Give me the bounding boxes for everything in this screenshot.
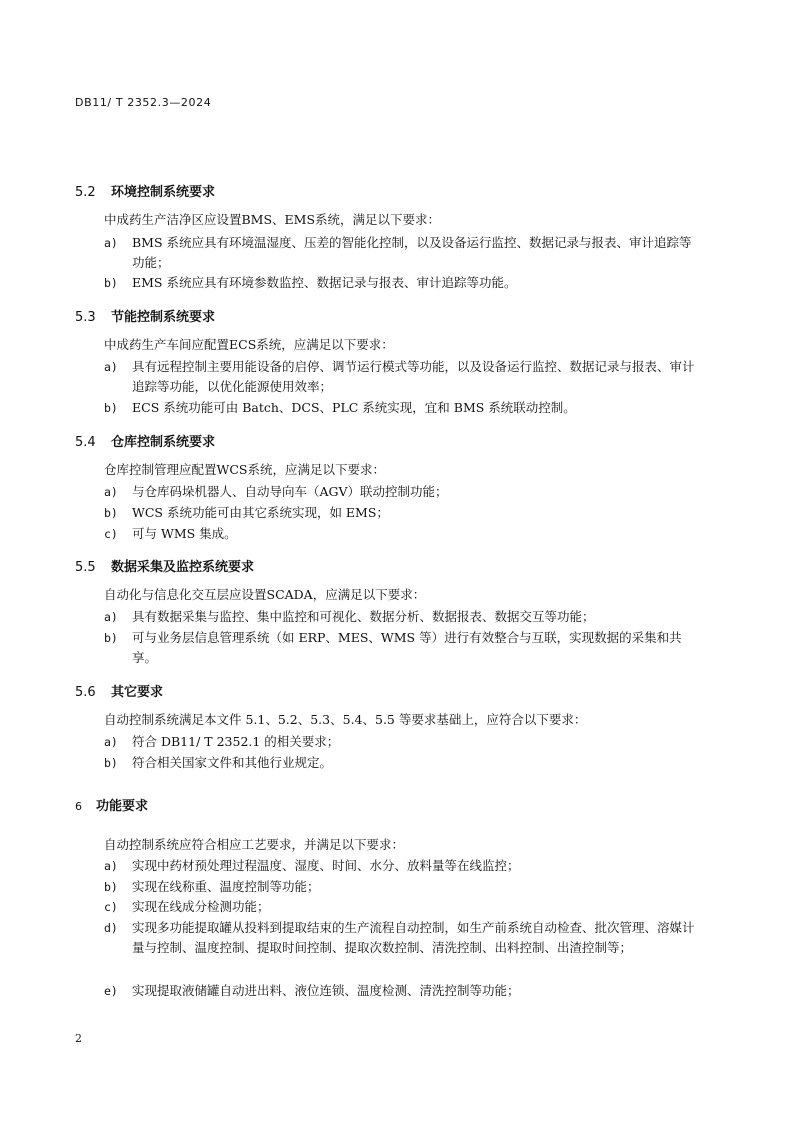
section-title: 仓库控制系统要求 <box>111 435 216 450</box>
section-number: 5.2 <box>75 185 96 200</box>
section-5-2-intro: 中成药生产洁净区应设置BMS、EMS系统，满足以下要求： <box>104 212 441 227</box>
list-item <box>104 524 704 544</box>
page-number: 2 <box>75 1032 82 1045</box>
item-label: d) <box>104 921 118 935</box>
list-item <box>104 233 704 273</box>
section-title: 功能要求 <box>96 799 149 814</box>
section-5-6-heading <box>75 681 163 700</box>
section-5-5-heading <box>75 556 254 575</box>
item-label: a) <box>104 735 118 749</box>
section-title: 其它要求 <box>111 685 164 700</box>
section-5-4-heading <box>75 431 215 450</box>
section-number: 5.5 <box>75 560 96 575</box>
item-label: b) <box>104 631 118 645</box>
list-item <box>104 482 704 502</box>
item-label: a) <box>104 236 118 250</box>
list-item <box>104 753 704 773</box>
section-title: 数据采集及监控系统要求 <box>111 560 255 575</box>
item-label: b) <box>104 880 118 894</box>
item-text: 具有数据采集与监控、集中监控和可视化、数据分析、数据报表、数据交互等功能； <box>132 609 595 624</box>
item-text: ECS 系统功能可由 Batch、DCS、PLC 系统实现，宜和 BMS 系统联动控制。 <box>132 400 576 415</box>
list-item <box>104 918 704 958</box>
section-5-3-heading <box>75 306 215 325</box>
item-label: b) <box>104 276 118 290</box>
item-label: a) <box>104 485 118 499</box>
section-number: 5.3 <box>75 310 96 325</box>
item-label: a) <box>104 610 118 624</box>
list-item <box>104 628 704 668</box>
section-5-6-intro: 自动控制系统满足本文件 5.1、5.2、5.3、5.4、5.5 等要求基础上，应符合以下要求： <box>104 712 587 727</box>
item-text: 符合相关国家文件和其他行业规定。 <box>132 755 333 770</box>
list-item <box>104 897 704 917</box>
item-label: a) <box>104 859 118 873</box>
item-label: c) <box>104 900 118 914</box>
section-6-heading <box>75 795 148 814</box>
item-text: 与仓库码垛机器人、自动导向车（AGV）联动控制功能； <box>132 484 448 499</box>
item-label: c) <box>104 527 118 541</box>
section-5-3-intro: 中成药生产车间应配置ECS系统，应满足以下要求： <box>104 337 394 352</box>
item-label: b) <box>104 401 118 415</box>
section-number: 5.6 <box>75 685 96 700</box>
section-5-4-intro: 仓库控制管理应配置WCS系统，应满足以下要求： <box>104 462 385 477</box>
item-text: 实现中药材预处理过程温度、湿度、时间、水分、放料量等在线监控； <box>132 858 520 873</box>
item-label: b) <box>104 756 118 770</box>
section-title: 环境控制系统要求 <box>111 185 216 200</box>
item-text: 可与业务层信息管理系统（如 ERP、MES、WMS 等）进行有效整合与互联，实现数据的采集和共享。 <box>132 630 682 665</box>
item-text: 可与 WMS 集成。 <box>132 526 237 541</box>
list-item <box>104 877 704 897</box>
list-item <box>104 357 704 397</box>
item-text: 实现提取液储罐自动进出料、液位连锁、温度检测、清洗控制等功能； <box>132 983 520 998</box>
section-number: 6 <box>75 800 82 813</box>
list-item <box>104 732 704 752</box>
section-number: 5.4 <box>75 435 96 450</box>
section-5-5-intro: 自动化与信息化交互层应设置SCADA，应满足以下要求： <box>104 587 426 602</box>
item-label: e) <box>104 984 118 998</box>
item-text: 符合 DB11/ T 2352.1 的相关要求； <box>132 734 340 749</box>
list-item <box>104 503 704 523</box>
item-label: b) <box>104 506 118 520</box>
document-code-header: DB11/ T 2352.3—2024 <box>75 96 212 109</box>
list-item <box>104 607 704 627</box>
list-item <box>104 398 704 418</box>
item-text: WCS 系统功能可由其它系统实现，如 EMS； <box>132 505 389 520</box>
item-text: 具有远程控制主要用能设备的启停、调节运行模式等功能，以及设备运行监控、数据记录与报表、审计追踪等功能，以优化能源使用效率； <box>132 359 695 394</box>
item-text: BMS 系统应具有环境温湿度、压差的智能化控制，以及设备运行监控、数据记录与报表、审计追踪等功能； <box>132 235 692 270</box>
item-text: EMS 系统应具有环境参数监控、数据记录与报表、审计追踪等功能。 <box>132 275 517 290</box>
item-text: 实现多功能提取罐从投料到提取结束的生产流程自动控制，如生产前系统自动检查、批次管理、溶媒计量与控制、温度控制、提取时间控制、提取次数控制、清洗控制、出料控制、出渣控制等； <box>132 920 695 955</box>
section-title: 节能控制系统要求 <box>111 310 216 325</box>
list-item <box>104 273 704 293</box>
list-item <box>104 981 704 1001</box>
item-label: a) <box>104 360 118 374</box>
item-text: 实现在线成分检测功能； <box>132 899 270 914</box>
section-5-2-heading <box>75 181 215 200</box>
list-item <box>104 856 704 876</box>
section-6-intro: 自动控制系统应符合相应工艺要求，并满足以下要求： <box>104 837 405 852</box>
item-text: 实现在线称重、温度控制等功能； <box>132 879 320 894</box>
